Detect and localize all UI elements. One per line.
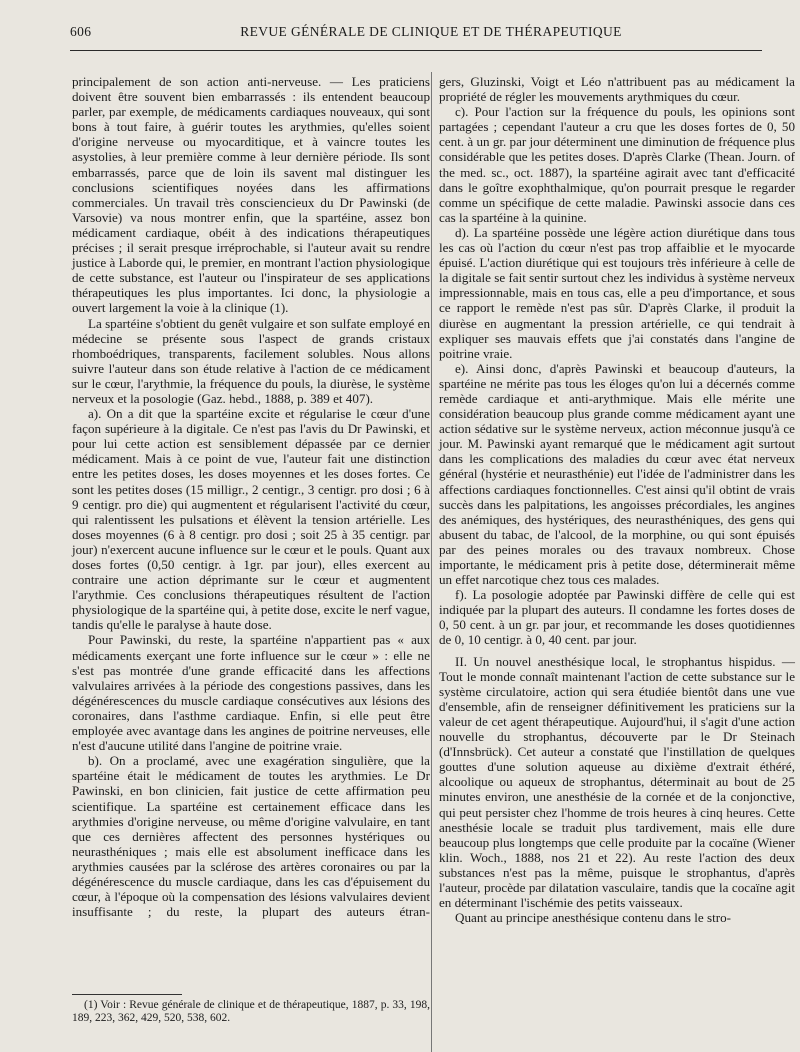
paragraph-antinerveuse: principalement de son action anti-nerveuse. — Les praticiens doivent être souvent bien embarrassés : ils entendent beaucoup parler, par exemple, de médicaments cardiaques nouveaux, qui sont bons à tout faire, à guérir toutes les arythmies, qu'elles soient d'origine nerveuse ou myocarditique, et à vaincre toutes les asystolies, à leur première comme à leur dernière période. Ils sont embarrassés, parce que de loin ils savent mal distinguer les conclusions scientifiques noyées dans les affirmations commerciales. Un travail très consciencieux du Dr Pawinski (de Varsovie) va nous montrer enfin, que la spartéine, assez bon médicament cardiaque, obéit à des indications thérapeutiques précises ; il serait presque irréprochable, si l'auteur avait su rendre justice à Laborde qui, le premier, en montrant l'action physiologique de cette substance, est l'auteur ou l'inspirateur de ses applications thérapeutiques les plus importantes. Ici donc, la physiologie a ouvert largement la voie à la clinique (1). xyxy=(72,74,430,316)
footnote xyxy=(72,999,430,1025)
right-column xyxy=(439,74,795,925)
running-head xyxy=(70,24,762,44)
footnote-text: (1) Voir : Revue générale de clinique et de thérapeutique, 1887, p. 33, 198, 189, 223, 362, 429, 520, 538, 602. xyxy=(72,999,430,1025)
paragraph-d-diuretique: d). La spartéine possède une légère action diurétique dans tous les cas où l'action du cœur n'est pas trop affaiblie et le myocarde épuisé. L'action diurétique qui est toujours très inférieure à celle de la digitale se fait sentir surtout chez les individus à système nerveux impressionnable, mais en tous cas, elle a peu d'importance, et sous ce rapport le remède n'est pas sûr. D'après Clarke, il produit la diurèse en augmentant la pression artérielle, ce qui tendrait à expliquer ses mauvais effets que j'ai constatés dans l'angine de poitrine vraie. xyxy=(439,224,795,361)
paragraph-b-arythmies: b). On a proclamé, avec une exagération singulière, que la spartéine était le médicament de toutes les arythmies. Le Dr Pawinski, en bon clinicien, fait justice de cette affirmation peu scientifique. La spartéine est certainement efficace dans les arythmies d'origine nerveuse, ou même d'origine valvulaire, en tant que ces dernières affectent des personnes hystériques ou neurasthéniques ; mais elle est absolument inefficace dans les arythmies causées par la sclérose des artères coronaires ou par la dégénérescence du muscle cardiaque, dans les cas d'épuisement du cœur, à l'époque où la compensation des lésions valvulaires devient insuffisante ; du reste, la plupart des auteurs étran- xyxy=(72,753,430,920)
paragraph-continuation: gers, Gluzinski, Voigt et Léo n'attribuent pas au médicament la propriété de régler les mouvements arythmiques du cœur. xyxy=(439,74,795,105)
paragraph-sparteine-origin: La spartéine s'obtient du genêt vulgaire et son sulfate employé en médecine se présente sous l'aspect de grands cristaux rhomboédriques, transparents, facilement solubles. Nous allons suivre l'auteur dans son étude relative à l'action de ce médicament sur le cœur, l'arythmie, la fréquence du pouls, la diurèse, le système nerveux et la posologie (Gaz. hebd., 1888, p. 389 et 407). xyxy=(72,315,430,406)
header-rule xyxy=(70,50,762,51)
footnote-rule xyxy=(72,994,182,995)
column-divider xyxy=(431,72,432,1052)
section-ii-strophantus: II. Un nouvel anesthésique local, le strophantus hispidus. — Tout le monde connaît maintenant l'action de cette substance sur le système circulatoire, action qui sera étudiée bientôt dans une vue d'ensemble, afin de renseigner définitivement les praticiens sur la valeur de cet agent thérapeutique. Aujourd'hui, il s'agit d'une action nouvelle du strophantus, découverte par le Dr Steinach (d'Innsbrück). Cet auteur a constaté que l'instillation de quelques gouttes d'une solution aqueuse au dixième d'extrait éthéré, alcoolique ou aqueux de strophantus, déterminait au bout de 25 minutes environ, une anesthésie de la cornée et de la conjonctive, qui peut persister chez l'homme de trois heures à cinq heures. Cette anesthésie locale se traduit plus tardivement, mais elle dure beaucoup plus longtemps que celle produite par la cocaïne (Wiener klin. Woch., 1888, nos 21 et 22). Au reste l'action des deux substances n'est pas la même, puisque le strophantus, d'après l'auteur, procède par dilatation vasculaire, tandis que la cocaïne agit en déterminant l'ischémie des petits vaisseaux. xyxy=(439,653,795,911)
paragraph-a-action-coeur: a). On a dit que la spartéine excite et régularise le cœur d'une façon supérieure à la digitale. Ce n'est pas l'avis du Dr Pawinski, et pour lui cette action est sensiblement dépassée par ce dernier médicament. Mais à ce point de vue, l'auteur fait une distinction entre les petites doses, les doses moyennes et les doses fortes. Ce sont les petites doses (15 milligr., 2 centigr., 3 centigr. pro dosi ; 6 à 9 centigr. pro die) qui augmentent et régularisent l'activité du cœur, qui ralentissent les pulsations et élèvent la tension artérielle. Les doses moyennes (6 à 8 centigr. pro dosi ; soit 25 à 35 centigr. par jour) n'exercent aucune influence sur le cœur et le pouls. Quant aux doses fortes (0,50 centigr. à 1gr. par jour), elles exercent au contraire une action déprimante sur le cœur et augmentent l'arythmie. Ces conclusions thérapeutiques résultent de l'action physiologique de la spartéine qui, à petite dose, excite le nerf vague, tandis qu'elle le paralyse à haute dose. xyxy=(72,406,430,633)
page-number: 606 xyxy=(70,24,92,39)
left-column xyxy=(72,74,430,919)
paragraph-principe-anesthesique: Quant au principe anesthésique contenu dans le stro- xyxy=(455,910,731,926)
paragraph-f-posologie: f). La posologie adoptée par Pawinski diffère de celle qui est indiquée par la plupart des auteurs. Il condamne les fortes doses de 0, 50 cent. à un gr. par jour, et recommande les doses quotidiennes de 0, 10 centigr. à 0, 40 cent. par jour. xyxy=(439,587,795,648)
paragraph-c-frequence-pouls: c). Pour l'action sur la fréquence du pouls, les opinions sont partagées ; cependant l'auteur a cru que les doses fortes de 0, 50 cent. à un gr. par jour déterminent une diminution de fréquence plus considérable que les petites doses. D'après Clarke (Thean. Journ. of the med. sc., oct. 1887), la spartéine agirait avec tant d'efficacité dans le goître exophthalmique, qu'on pourrait presque le regarder comme un spécifique de cette maladie. Pawinski associe dans ces cas la spartéine à la quinine. xyxy=(439,104,795,225)
journal-title: REVUE GÉNÉRALE DE CLINIQUE ET DE THÉRAPEUTIQUE xyxy=(240,24,622,39)
paragraph-pawinski-influence: Pour Pawinski, du reste, la spartéine n'appartient pas « aux médicaments exerçant une forte influence sur le cœur » : elle ne s'est pas montrée d'une grande efficacité dans les affections valvulaires arrivées à la période des congestions passives, dans les dégénérescences du muscle cardiaque consécutives aux lésions des coronaires, dans l'asthme cardiaque. Enfin, si elle peut être employée avec avantage dans les angines de poitrine nerveuses, elle n'est d'aucune utilité dans l'angine de poitrine vraie. xyxy=(72,632,430,754)
paragraph-e-sedative: e). Ainsi donc, d'après Pawinski et beaucoup d'auteurs, la spartéine ne mérite pas tous les éloges qu'on lui a décernés comme remède cardiaque et anti-arythmique. Mais elle mérite une considération beaucoup plus grande comme médicament ayant une action sédative sur le système nerveux, action méconnue jusqu'à ce jour. M. Pawinski ayant remarqué que le médicament agit surtout dans les complications des maladies du cœur avec état nerveux général (hystérie et neurasthénie) eut l'idée de l'administrer dans les affections cardiaques fonctionnelles. C'est ainsi qu'il obtint de vrais succès dans les palpitations, les angoisses précordiales, les angines des anémiques, des hystériques, des neurasthéniques, des gens qui abusent du tabac, de l'alcool, de la morphine, ou qui sont épuisés par des peines morales ou des travaux nombreux. Chose importante, le médicament pris à petite dose, déterminerait même un effet narcotique chez tous ces malades. xyxy=(439,360,795,588)
